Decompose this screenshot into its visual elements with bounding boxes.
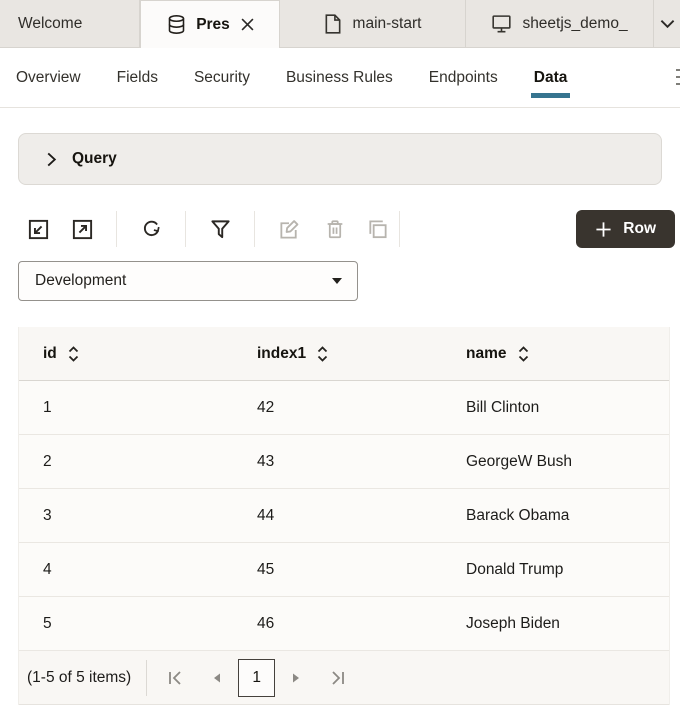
cell-name: Barack Obama (466, 506, 570, 524)
data-grid (18, 327, 670, 705)
cell-index1: 42 (257, 398, 275, 416)
tab-pres-label: Pres (196, 15, 230, 33)
previous-page-icon (212, 672, 222, 684)
next-page-button[interactable] (281, 663, 311, 693)
export-button[interactable] (62, 209, 102, 249)
data-toolbar (18, 209, 675, 249)
subnav-item-overview[interactable]: Overview (16, 68, 81, 86)
column-label: id (43, 344, 57, 362)
current-page-number: 1 (252, 668, 262, 686)
select-caret-icon (332, 278, 342, 284)
import-button[interactable] (18, 209, 58, 249)
table-row[interactable] (19, 489, 669, 543)
first-page-icon (167, 670, 183, 686)
cell-id: 1 (43, 398, 52, 416)
subnav-item-fields[interactable]: Fields (116, 68, 158, 86)
cell-index1: 44 (257, 506, 275, 524)
toolbar-divider (254, 211, 255, 247)
grid-footer (19, 651, 669, 705)
query-panel-label: Query (72, 150, 117, 167)
tab-welcome-label: Welcome (18, 14, 83, 32)
column-label: name (466, 344, 507, 362)
last-page-button[interactable] (323, 663, 353, 693)
tab-main-start[interactable] (280, 0, 466, 48)
cell-index1: 45 (257, 560, 275, 578)
previous-page-button[interactable] (202, 663, 232, 693)
edit-icon (278, 218, 301, 241)
grid-header-row (19, 327, 669, 381)
refresh-icon (140, 218, 163, 241)
pagination-summary: (1-5 of 5 items) (27, 668, 132, 686)
tab-main-start-label: main-start (352, 14, 422, 32)
chevron-right-icon (46, 152, 57, 167)
environment-select[interactable] (18, 261, 358, 301)
export-icon (71, 218, 94, 241)
tabbar-filler (654, 0, 680, 48)
close-icon[interactable] (241, 18, 254, 31)
monitor-icon (491, 14, 512, 34)
first-page-button[interactable] (160, 663, 190, 693)
tab-sheetjs-demo[interactable] (466, 0, 654, 48)
add-row-button[interactable] (576, 210, 675, 248)
cell-id: 5 (43, 614, 52, 632)
toolbar-divider (399, 211, 400, 247)
filter-button[interactable] (200, 209, 240, 249)
environment-select-value: Development (35, 272, 127, 289)
column-header-name[interactable] (448, 345, 669, 363)
cell-id: 2 (43, 452, 52, 470)
database-icon (166, 14, 187, 35)
cell-index1: 46 (257, 614, 275, 632)
subnav-item-business-rules[interactable]: Business Rules (285, 68, 393, 86)
footer-divider (146, 660, 147, 696)
toolbar-divider (185, 211, 186, 247)
tab-sheetjs-demo-label: sheetjs_demo_ (522, 14, 628, 32)
subnav-item-security[interactable]: Security (193, 68, 250, 86)
plus-icon (595, 221, 612, 238)
toolbar-divider (116, 211, 117, 247)
add-row-label: Row (623, 220, 656, 237)
cell-id: 3 (43, 506, 52, 524)
cell-name: Bill Clinton (466, 398, 540, 416)
delete-row-button[interactable] (315, 209, 355, 249)
column-label: index1 (257, 344, 307, 362)
sort-icon[interactable] (316, 345, 329, 363)
grid-body (19, 381, 669, 651)
current-page-box[interactable] (238, 659, 275, 697)
refresh-button[interactable] (131, 209, 171, 249)
cell-index1: 43 (257, 452, 275, 470)
duplicate-icon (366, 218, 389, 241)
column-header-id[interactable] (19, 345, 241, 363)
subnav-item-data[interactable]: Data (534, 48, 568, 107)
subnav-item-endpoints[interactable]: Endpoints (428, 68, 498, 86)
duplicate-row-button[interactable] (357, 209, 397, 249)
cell-name: Joseph Biden (466, 614, 560, 632)
column-header-index1[interactable] (241, 345, 448, 363)
table-row[interactable] (19, 543, 669, 597)
last-page-icon (330, 670, 346, 686)
table-row[interactable] (19, 435, 669, 489)
file-icon (324, 14, 342, 34)
table-row[interactable] (19, 381, 669, 435)
tab-welcome[interactable] (0, 0, 140, 48)
next-page-icon (291, 672, 301, 684)
tab-pres[interactable] (140, 0, 280, 48)
cell-id: 4 (43, 560, 52, 578)
query-accordion-header[interactable] (18, 133, 662, 185)
edit-row-button[interactable] (269, 209, 309, 249)
delete-icon (324, 218, 346, 241)
cell-name: GeorgeW Bush (466, 452, 572, 470)
table-row[interactable] (19, 597, 669, 651)
editor-tabbar (0, 0, 680, 48)
sort-icon[interactable] (67, 345, 80, 363)
filter-icon (209, 218, 232, 241)
import-icon (27, 218, 50, 241)
object-subnav (0, 48, 680, 108)
cell-name: Donald Trump (466, 560, 564, 578)
chevron-down-icon[interactable] (660, 19, 675, 29)
subnav-overflow-partial[interactable] (673, 62, 680, 92)
sort-icon[interactable] (517, 345, 530, 363)
